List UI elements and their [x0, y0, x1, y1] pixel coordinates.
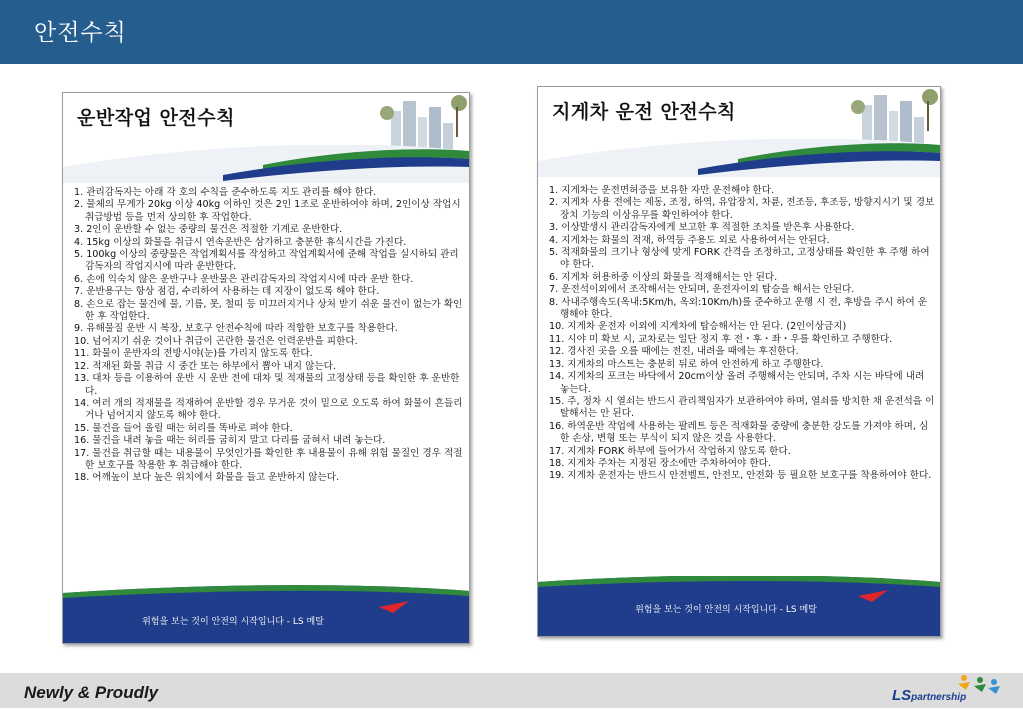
cargo-safety-card — [62, 92, 470, 644]
rule-list — [74, 187, 466, 485]
rule-item: 4. 15kg 이상의 화물을 취급시 연속운반은 삼가하고 충분한 휴식시간을 가진다. — [74, 236, 407, 248]
rule-item: 17. 물건을 취급할 때는 내용물이 무엇인가를 확인한 후 내용물이 유해 위험 물질인 경우 적절한 보호구를 착용한 후 취급해야 한다. — [74, 447, 463, 471]
rule-item: 10. 넘어지기 쉬운 것이나 취급이 곤란한 물건은 인력운반을 피한다. — [74, 335, 358, 347]
rule-item: 16. 물건을 내려 놓을 때는 허리를 굽히지 말고 다리를 굽혀서 내려 놓는다. — [74, 435, 386, 447]
rule-item: 15. 물건을 들어 올릴 때는 허리를 똑바로 펴야 한다. — [74, 422, 293, 434]
rule-item: 14. 여러 개의 적재물을 적재하여 운반할 경우 무거운 것이 밑으로 오도록 하여 화물이 흔들리거나 넘어지지 않도록 해야 한다. — [74, 397, 463, 422]
card-footer — [538, 576, 940, 636]
rule-item: 7. 운전석이외에서 조작해서는 안되며, 운전자이외 탑승을 해서는 안된다. — [549, 284, 855, 296]
rule-item: 6. 지게차 허용하중 이상의 화물을 적재해서는 안 된다. — [549, 271, 778, 283]
rule-item: 18. 지게차 주차는 지정된 장소에만 주차하여야 한다. — [549, 457, 771, 469]
rule-item: 12. 적재된 화물 취급 시 중간 또는 하부에서 뽑아 내지 않는다. — [74, 360, 336, 372]
rule-item: 6. 손에 익숙치 않은 운반구나 운반물은 관리감독자의 작업지시에 따라 운반 한다. — [74, 273, 414, 285]
card-header — [538, 87, 940, 177]
rule-item: 8. 손으로 잡는 물건에 물, 기름, 못, 철띠 등 미끄러지거나 상처 받기 쉬운 물건이 없는가 확인한 후 작업한다. — [74, 298, 463, 323]
rule-item: 5. 100kg 이상의 중량물은 작업계획서를 작성하고 작업계획서에 준해 작업을 실시하되 관리감독자의 작업지시에 따라 운반한다. — [74, 249, 459, 273]
card-title: 지게차 운전 안전수칙 — [552, 101, 736, 123]
rule-item: 13. 대차 등을 이용하여 운반 시 운반 전에 대차 및 적재물의 고정상태 등을 확인한 후 운반한다. — [74, 373, 460, 397]
ls-partnership-logo — [888, 672, 1008, 708]
rule-item: 4. 지게차는 화물의 적재, 하역등 주용도 외로 사용하여서는 안된다. — [549, 234, 830, 246]
rule-item: 11. 시야 미 확보 시, 교차로는 일단 정지 후 전・후・좌・우를 확인하고 주행한다. — [549, 333, 893, 345]
page-title: 안전수칙 — [34, 20, 127, 46]
rule-item: 8. 사내주행속도(옥내:5Km/h, 옥외:10Km/h)를 준수하고 운행 시 전, 후방을 주시 하여 운행해야 한다. — [549, 296, 928, 321]
footer-wave — [63, 583, 469, 643]
rule-item: 16. 하역운반 작업에 사용하는 팔레트 등은 적재화물 중량에 충분한 강도를 가져야 하며, 심한 손상, 변형 또는 부식이 되지 않은 것을 사용한다. — [549, 420, 929, 445]
card-header — [63, 93, 469, 183]
rule-item: 10. 지게차 운전자 이외에 지게차에 탑승해서는 안 된다. (2인이상금지) — [549, 321, 847, 333]
header-bar — [0, 0, 1023, 64]
rule-item: 19. 지게차 운전자는 반드시 안전벨트, 안전모, 안전화 등 필요한 보호구를 착용하여야 한다. — [549, 470, 932, 482]
footer-slogan: 위험을 보는 것이 안전의 시작입니다 - LS 메탈 — [635, 605, 817, 615]
rule-item: 13. 지게차의 마스트는 충분히 뒤로 하여 안전하게 하고 주행한다. — [549, 358, 824, 370]
rule-item: 2. 물체의 무게가 20kg 이상 40kg 이하인 것은 2인 1조로 운반하여야 하며, 2인이상 작업시 취급방법 등을 먼저 상의한 후 작업한다. — [74, 199, 461, 223]
rule-item: 5. 적재화물의 크기나 형상에 맞게 FORK 간격을 조정하고, 고정상태를 확인한 후 주행 하여야 한다. — [549, 247, 930, 271]
company-slogan: Newly & Proudly — [24, 683, 159, 702]
rule-item: 3. 이상발생시 관리감독자에게 보고한 후 적절한 조치를 받은후 사용한다. — [549, 222, 855, 234]
rule-item: 2. 지게차 사용 전에는 제동, 조정, 하역, 유압장치, 차륜, 전조등, 후조등, 방향지시기 및 경보장치 기능의 이상유무를 확인하여야 한다. — [549, 197, 935, 221]
logo-wordmark: LSpartnership — [892, 687, 967, 704]
forklift-safety-card — [537, 86, 941, 637]
card-title: 운반작업 안전수칙 — [77, 107, 235, 129]
rule-item: 18. 어깨높이 보다 높은 위치에서 화물을 들고 운반하지 않는다. — [74, 472, 340, 484]
header-swoosh — [538, 139, 940, 177]
card-footer — [63, 583, 469, 643]
rule-item: 1. 지게차는 운전면허증을 보유한 자만 운전해야 한다. — [549, 185, 775, 196]
rule-item: 3. 2인이 운반할 수 없는 중량의 물건은 적절한 기계로 운반한다. — [74, 224, 343, 236]
rule-item: 9. 유해물질 운반 시 복장, 보호구 안전수칙에 따라 적합한 보호구를 착용한다. — [74, 323, 398, 335]
footer-slogan: 위험을 보는 것이 안전의 시작입니다 - LS 메탈 — [142, 617, 324, 627]
rule-item: 12. 경사진 곳을 오를 때에는 전진, 내려올 때에는 후진한다. — [549, 346, 799, 358]
rule-item: 11. 화물이 운반자의 전방시야(눈)를 가리지 않도록 한다. — [74, 348, 313, 360]
header-swoosh — [63, 145, 469, 183]
rule-list — [549, 185, 935, 483]
rule-item: 15. 주, 정차 시 열쇠는 반드시 관리책임자가 보관하여야 하며, 열쇠를 방치한 채 운전석을 이탈해서는 안 된다. — [549, 395, 935, 420]
rule-item: 7. 운반용구는 항상 점검, 수리하여 사용하는 데 지장이 없도록 해야 한다. — [74, 286, 380, 298]
rule-item: 17. 지게차 FORK 하부에 들어가서 작업하지 않도록 한다. — [549, 445, 791, 457]
rule-item: 14. 지게차의 포크는 바닥에서 20cm이상 올려 주행해서는 안되며, 주차 시는 바닥에 내려 놓는다. — [549, 371, 925, 395]
rule-item: 1. 관리감독자는 아래 각 호의 수칙을 준수하도록 지도 관리를 해야 한다. — [74, 187, 377, 198]
